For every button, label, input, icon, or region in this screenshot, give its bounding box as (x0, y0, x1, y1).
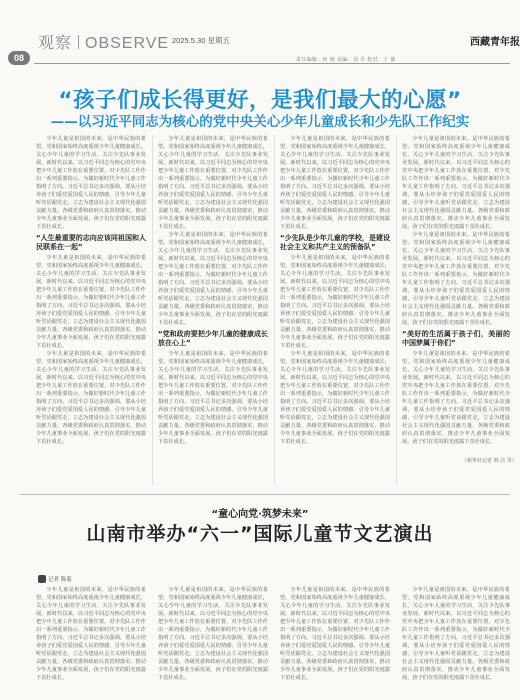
column-divider (396, 135, 397, 485)
body-text: 少年儿童是祖国的未来，是中华民族的希望。党和国家始终高度重视少年儿童健康成长，关心少年儿童的学习生活，关注少先队事业发展。新时代以来，以习近平同志为核心的党中央把少年儿童工作放在重要位置，对少先队工作作出一系列重要指示，为做好新时代少年儿童工作指明了方向。习近平总书记多次强调，要从小培养孩子们爱党爱国爱人民的情感，引导少年儿童听党话跟党走，立志为建设社会主义现代化强国贡献力量。各级党委和政府认真贯彻落实，推动少年儿童事业全面发展，孩子们在党的阳光雨露下茁壮成长。 (158, 587, 268, 681)
body-text: 少年儿童是祖国的未来，是中华民族的希望。党和国家始终高度重视少年儿童健康成长，关心少年儿童的学习生活，关注少先队事业发展。新时代以来，以习近平同志为核心的党中央把少年儿童工作放在重要位置，对少先队工作作出一系列重要指示，为做好新时代少年儿童工作指明了方向。习近平总书记多次强调，要从小培养孩子们爱党爱国爱人民的情感，引导少年儿童听党话跟党走，立志为建设社会主义现代化强国贡献力量。各级党委和政府认真贯彻落实，推动少年儿童事业全面发展，孩子们在党的阳光雨露下茁壮成长。 (158, 351, 268, 445)
article-column-3 (280, 135, 390, 485)
column-divider (152, 135, 153, 485)
body-text: 少年儿童是祖国的未来，是中华民族的希望。党和国家始终高度重视少年儿童健康成长，关心少年儿童的学习生活，关注少先队事业发展。新时代以来，以习近平同志为核心的党中央把少年儿童工作放在重要位置，对少先队工作作出一系列重要指示，为做好新时代少年儿童工作指明了方向。习近平总书记多次强调，要从小培养孩子们爱党爱国爱人民的情感，引导少年儿童听党话跟党走，立志为建设社会主义现代化强国贡献力量。各级党委和政府认真贯彻落实，推动少年儿童事业全面发展，孩子们在党的阳光雨露下茁壮成长。 (36, 351, 146, 445)
section-cn: 观察 (38, 35, 73, 52)
article-title: “孩子们成长得更好，是我们最大的心愿” (58, 88, 462, 113)
body-text: 少年儿童是祖国的未来，是中华民族的希望。党和国家始终高度重视少年儿童健康成长，关心少年儿童的学习生活，关注少先队事业发展。新时代以来，以习近平同志为核心的党中央把少年儿童工作放在重要位置，对少先队工作作出一系列重要指示，为做好新时代少年儿童工作指明了方向。习近平总书记多次强调，要从小培养孩子们爱党爱国爱人民的情感，引导少年儿童听党话跟党走，立志为建设社会主义现代化强国贡献力量。各级党委和政府认真贯彻落实，推动少年儿童事业全面发展，孩子们在党的阳光雨露下茁壮成长。 (280, 255, 390, 349)
article-column-4 (402, 135, 510, 453)
section-heading: “党和政府要把少年儿童的健康成长放在心上” (158, 330, 268, 347)
staff-credits: 责任编辑：何 婉 美编：刘 丹 校对：王 薇 (296, 57, 396, 63)
article-author: （新华社记者 韩 洁 等） (462, 458, 517, 464)
body-text: 少年儿童是祖国的未来，是中华民族的希望。党和国家始终高度重视少年儿童健康成长，关心少年儿童的学习生活，关注少先队事业发展。新时代以来，以习近平同志为核心的党中央把少年儿童工作放在重要位置，对少先队工作作出一系列重要指示，为做好新时代少年儿童工作指明了方向。习近平总书记多次强调，要从小培养孩子们爱党爱国爱人民的情感，引导少年儿童听党话跟党走，立志为建设社会主义现代化强国贡献力量。各级党委和政府认真贯彻落实，推动少年儿童事业全面发展，孩子们在党的阳光雨露下茁壮成长。 (280, 587, 390, 681)
body-text: 少年儿童是祖国的未来，是中华民族的希望。党和国家始终高度重视少年儿童健康成长，关心少年儿童的学习生活，关注少先队事业发展。新时代以来，以习近平同志为核心的党中央把少年儿童工作放在重要位置，对少先队工作作出一系列重要指示，为做好新时代少年儿童工作指明了方向。习近平总书记多次强调，要从小培养孩子们爱党爱国爱人民的情感，引导少年儿童听党话跟党走，立志为建设社会主义现代化强国贡献力量。各级党委和政府认真贯彻落实，推动少年儿童事业全面发展，孩子们在党的阳光雨露下茁壮成长。 (36, 587, 146, 681)
issue-weekday: 星期五 (207, 36, 230, 45)
body-text: 少年儿童是祖国的未来，是中华民族的希望。党和国家始终高度重视少年儿童健康成长，关心少年儿童的学习生活，关注少先队事业发展。新时代以来，以习近平同志为核心的党中央把少年儿童工作放在重要位置，对少先队工作作出一系列重要指示，为做好新时代少年儿童工作指明了方向。习近平总书记多次强调，要从小培养孩子们爱党爱国爱人民的情感，引导少年儿童听党话跟党走，立志为建设社会主义现代化强国贡献力量。各级党委和政府认真贯彻落实，推动少年儿童事业全面发展，孩子们在党的阳光雨露下茁壮成长。 (158, 136, 268, 230)
body-text: 少年儿童是祖国的未来，是中华民族的希望。党和国家始终高度重视少年儿童健康成长，关心少年儿童的学习生活，关注少先队事业发展。新时代以来，以习近平同志为核心的党中央把少年儿童工作放在重要位置，对少先队工作作出一系列重要指示，为做好新时代少年儿童工作指明了方向。习近平总书记多次强调，要从小培养孩子们爱党爱国爱人民的情感，引导少年儿童听党话跟党走，立志为建设社会主义现代化强国贡献力量。各级党委和政府认真贯彻落实，推动少年儿童事业全面发展，孩子们在党的阳光雨露下茁壮成长。 (402, 351, 510, 445)
body-text: 少年儿童是祖国的未来，是中华民族的希望。党和国家始终高度重视少年儿童健康成长，关心少年儿童的学习生活，关注少先队事业发展。新时代以来，以习近平同志为核心的党中央把少年儿童工作放在重要位置，对少先队工作作出一系列重要指示，为做好新时代少年儿童工作指明了方向。习近平总书记多次强调，要从小培养孩子们爱党爱国爱人民的情感，引导少年儿童听党话跟党走，立志为建设社会主义现代化强国贡献力量。各级党委和政府认真贯彻落实，推动少年儿童事业全面发展，孩子们在党的阳光雨露下茁壮成长。 (158, 232, 268, 326)
header-rule (34, 63, 510, 64)
body-text: 少年儿童是祖国的未来，是中华民族的希望。党和国家始终高度重视少年儿童健康成长，关心少年儿童的学习生活，关注少先队事业发展。新时代以来，以习近平同志为核心的党中央把少年儿童工作放在重要位置，对少先队工作作出一系列重要指示，为做好新时代少年儿童工作指明了方向。习近平总书记多次强调，要从小培养孩子们爱党爱国爱人民的情感，引导少年儿童听党话跟党走，立志为建设社会主义现代化强国贡献力量。各级党委和政府认真贯彻落实，推动少年儿童事业全面发展，孩子们在党的阳光雨露下茁壮成长。 (36, 255, 146, 349)
body-text: 少年儿童是祖国的未来，是中华民族的希望。党和国家始终高度重视少年儿童健康成长，关心少年儿童的学习生活，关注少先队事业发展。新时代以来，以习近平同志为核心的党中央把少年儿童工作放在重要位置，对少先队工作作出一系列重要指示，为做好新时代少年儿童工作指明了方向。习近平总书记多次强调，要从小培养孩子们爱党爱国爱人民的情感，引导少年儿童听党话跟党走，立志为建设社会主义现代化强国贡献力量。各级党委和政府认真贯彻落实，推动少年儿童事业全面发展，孩子们在党的阳光雨露下茁壮成长。 (280, 351, 390, 445)
article2-column-2 (158, 586, 268, 690)
body-text: 少年儿童是祖国的未来，是中华民族的希望。党和国家始终高度重视少年儿童健康成长，关心少年儿童的学习生活，关注少先队事业发展。新时代以来，以习近平同志为核心的党中央把少年儿童工作放在重要位置，对少先队工作作出一系列重要指示，为做好新时代少年儿童工作指明了方向。习近平总书记多次强调，要从小培养孩子们爱党爱国爱人民的情感，引导少年儿童听党话跟党走，立志为建设社会主义现代化强国贡献力量。各级党委和政府认真贯彻落实，推动少年儿童事业全面发展，孩子们在党的阳光雨露下茁壮成长。 (402, 136, 510, 230)
body-text: 少年儿童是祖国的未来，是中华民族的希望。党和国家始终高度重视少年儿童健康成长，关心少年儿童的学习生活，关注少先队事业发展。新时代以来，以习近平同志为核心的党中央把少年儿童工作放在重要位置，对少先队工作作出一系列重要指示，为做好新时代少年儿童工作指明了方向。习近平总书记多次强调，要从小培养孩子们爱党爱国爱人民的情感，引导少年儿童听党话跟党走，立志为建设社会主义现代化强国贡献力量。各级党委和政府认真贯彻落实，推动少年儿童事业全面发展，孩子们在党的阳光雨露下茁壮成长。 (402, 587, 510, 681)
body-text: 少年儿童是祖国的未来，是中华民族的希望。党和国家始终高度重视少年儿童健康成长，关心少年儿童的学习生活，关注少先队事业发展。新时代以来，以习近平同志为核心的党中央把少年儿童工作放在重要位置，对少先队工作作出一系列重要指示，为做好新时代少年儿童工作指明了方向。习近平总书记多次强调，要从小培养孩子们爱党爱国爱人民的情感，引导少年儿童听党话跟党走，立志为建设社会主义现代化强国贡献力量。各级党委和政府认真贯彻落实，推动少年儿童事业全面发展，孩子们在党的阳光雨露下茁壮成长。 (36, 136, 146, 230)
dateline (172, 35, 230, 46)
page-header (0, 0, 520, 66)
article2-column-3 (280, 586, 390, 690)
section-en: OBSERVE (85, 35, 170, 52)
issue-date: 2025.5.30 (172, 36, 206, 45)
article2-byline (38, 575, 72, 583)
article2-headline: 山南市举办“六一”国际儿童节文艺演出 (86, 523, 434, 545)
pen-icon (38, 575, 46, 583)
article-column-2 (158, 135, 268, 485)
body-text: 少年儿童是祖国的未来，是中华民族的希望。党和国家始终高度重视少年儿童健康成长，关心少年儿童的学习生活，关注少先队事业发展。新时代以来，以习近平同志为核心的党中央把少年儿童工作放在重要位置，对少先队工作作出一系列重要指示，为做好新时代少年儿童工作指明了方向。习近平总书记多次强调，要从小培养孩子们爱党爱国爱人民的情感，引导少年儿童听党话跟党走，立志为建设社会主义现代化强国贡献力量。各级党委和政府认真贯彻落实，推动少年儿童事业全面发展，孩子们在党的阳光雨露下茁壮成长。 (402, 232, 510, 326)
column-divider (274, 135, 275, 485)
paper-name: 西藏青年报 (470, 37, 520, 48)
page-number: 08 (8, 51, 30, 65)
byline-text: 记者 陈菊 (48, 577, 72, 583)
section-label (38, 30, 169, 53)
section-divider (78, 35, 79, 49)
section-heading: “少先队是少年儿童的学校，是建设社会主义和共产主义的预备队” (280, 234, 390, 251)
article2-kicker: “童心向党·筑梦未来” (211, 509, 309, 520)
article2-column-4 (402, 586, 510, 690)
article-subtitle: ——以习近平同志为核心的党中央关心少年儿童成长和少先队工作纪实 (50, 114, 470, 130)
article-separator (20, 494, 510, 495)
article-column-1 (36, 135, 146, 485)
article2-column-1 (36, 586, 146, 690)
section-heading: “美好的生活属于孩子们，美丽的中国梦属于你们” (402, 330, 510, 347)
section-heading: “人生最重要的志向应该同祖国和人民联系在一起” (36, 234, 146, 251)
body-text: 少年儿童是祖国的未来，是中华民族的希望。党和国家始终高度重视少年儿童健康成长，关心少年儿童的学习生活，关注少先队事业发展。新时代以来，以习近平同志为核心的党中央把少年儿童工作放在重要位置，对少先队工作作出一系列重要指示，为做好新时代少年儿童工作指明了方向。习近平总书记多次强调，要从小培养孩子们爱党爱国爱人民的情感，引导少年儿童听党话跟党走，立志为建设社会主义现代化强国贡献力量。各级党委和政府认真贯彻落实，推动少年儿童事业全面发展，孩子们在党的阳光雨露下茁壮成长。 (280, 136, 390, 230)
